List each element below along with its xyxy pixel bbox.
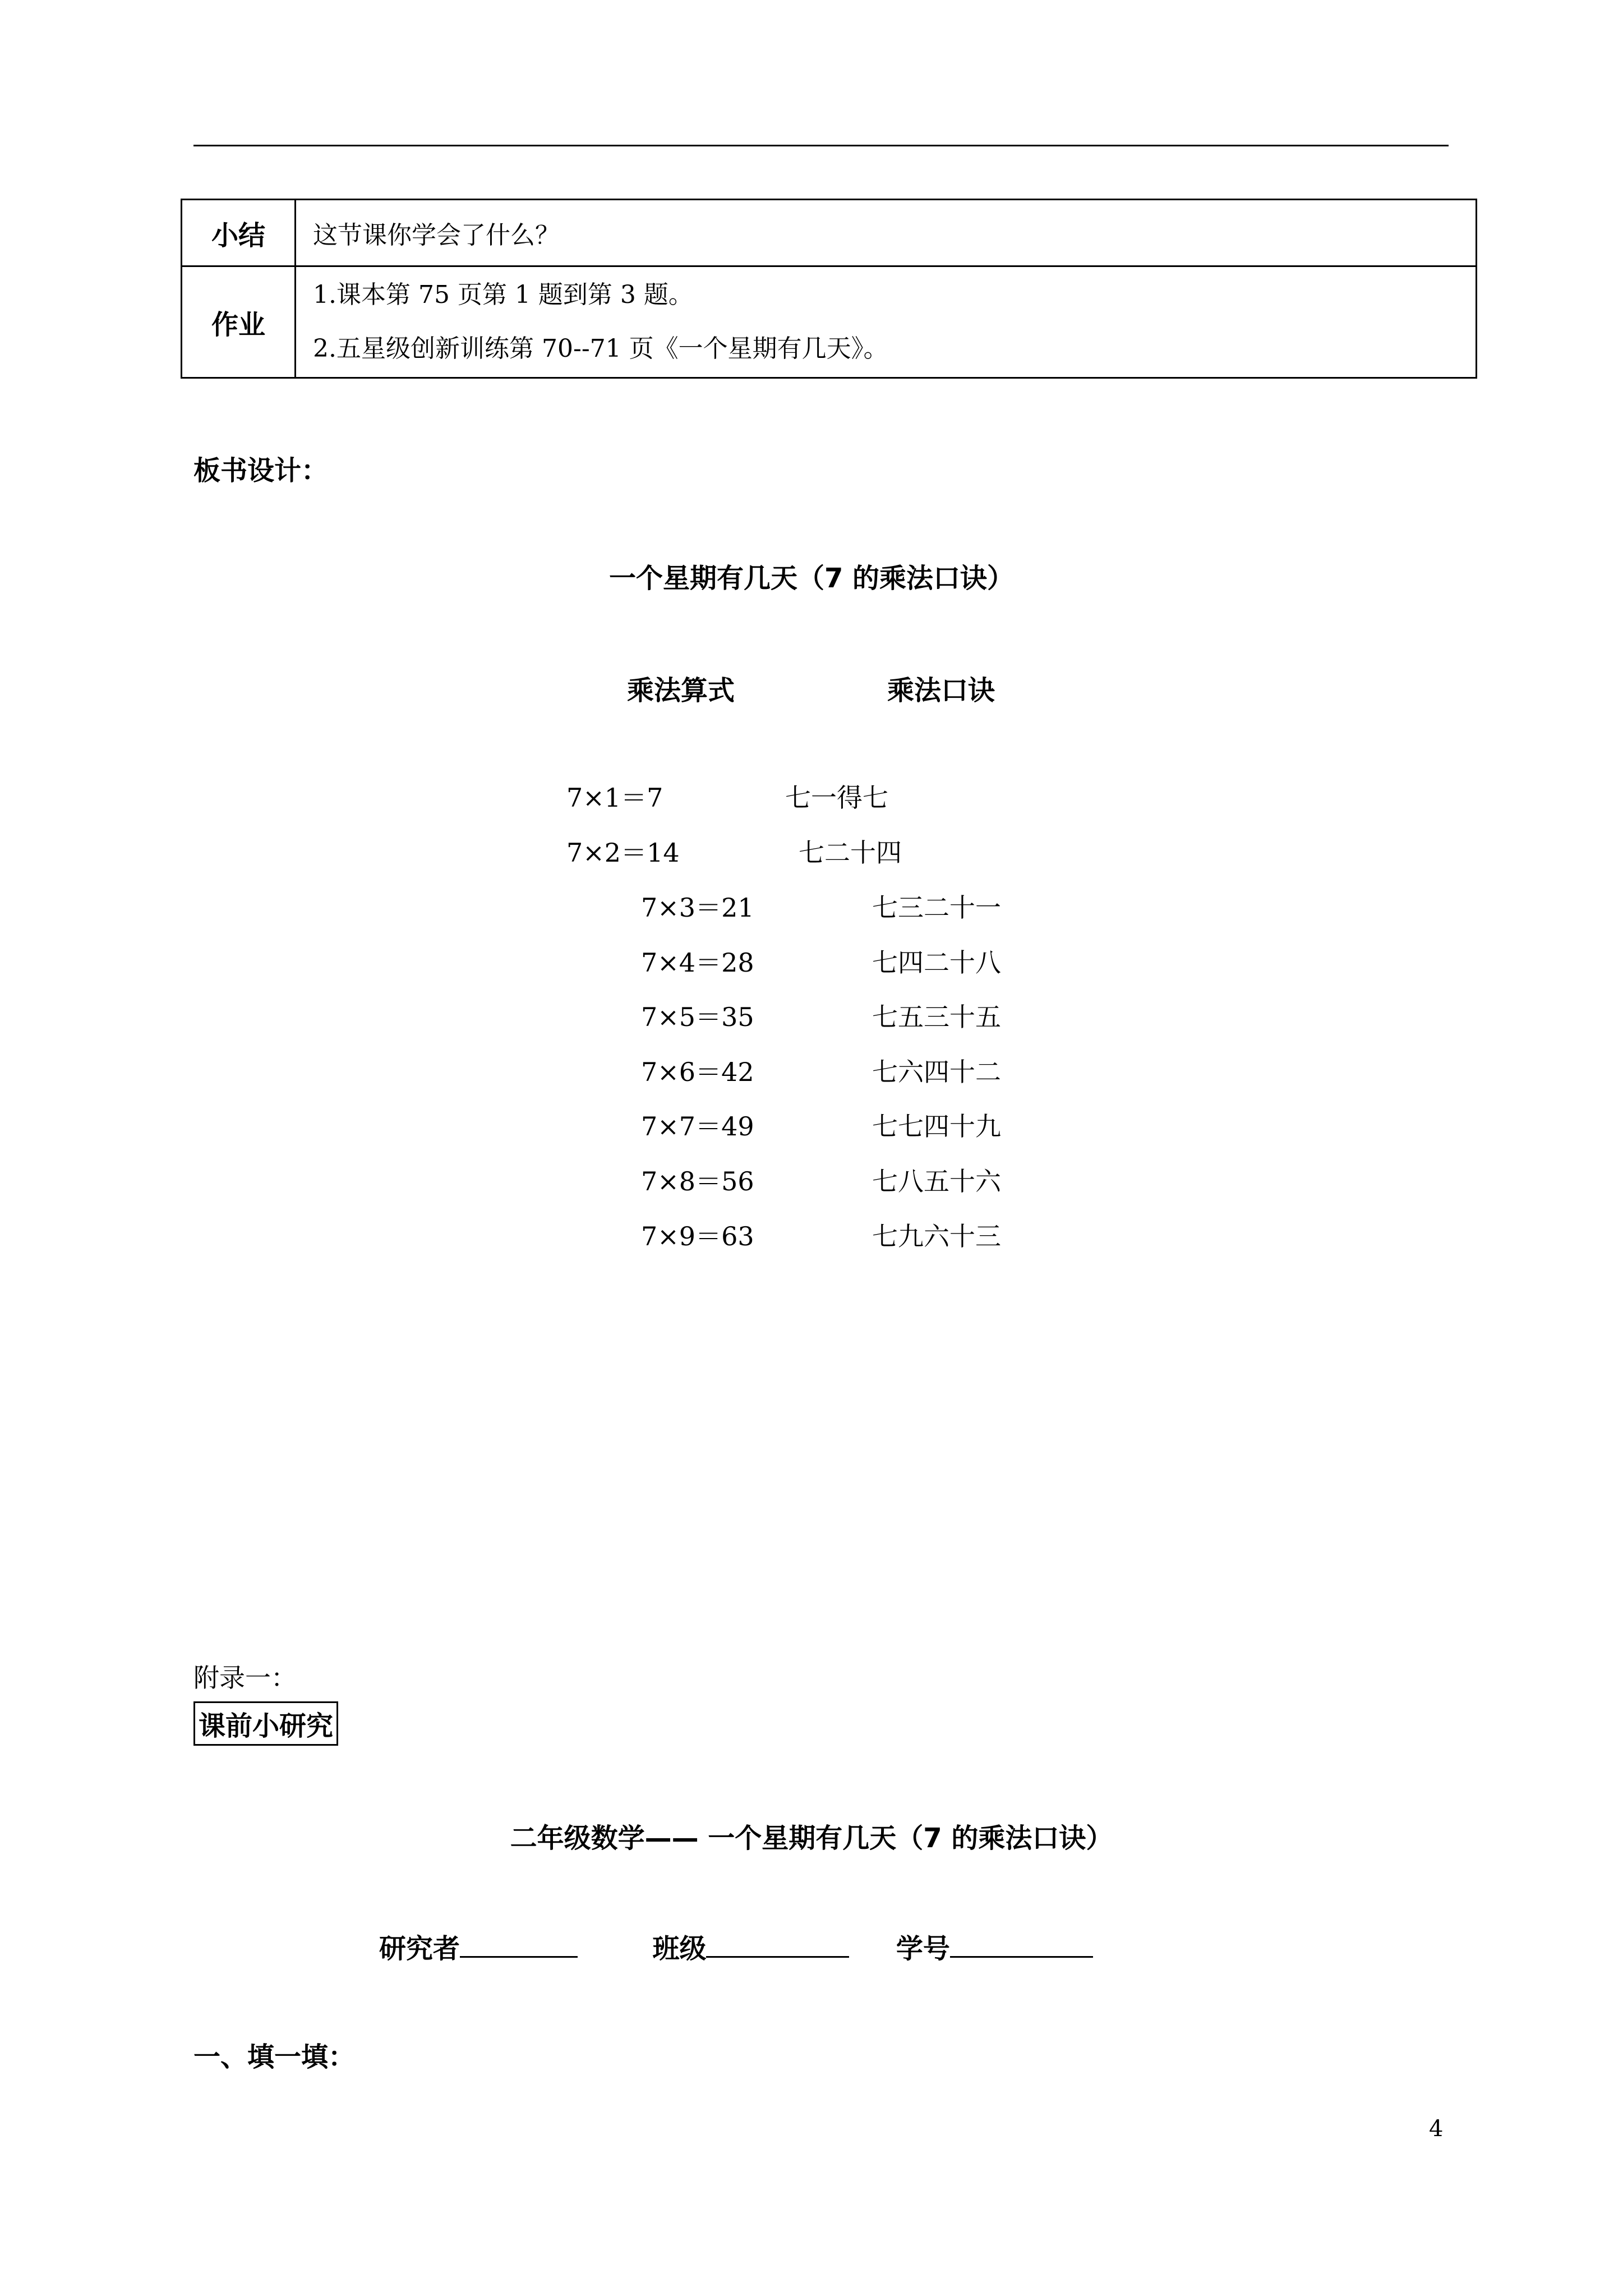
rhyme: 七九六十三	[872, 1221, 1001, 1251]
homework-row	[182, 266, 1477, 378]
formula: 7×2＝14	[566, 838, 680, 868]
class-label: 班级	[652, 1933, 707, 1964]
formula: 7×5＝35	[641, 1002, 754, 1032]
student-no-blank[interactable]	[950, 1956, 1093, 1958]
rhyme: 七二十四	[799, 838, 902, 868]
formula: 7×3＝21	[641, 892, 754, 923]
preview-study-box: 课前小研究	[193, 1701, 338, 1746]
formula: 7×8＝56	[641, 1166, 754, 1197]
formula: 7×4＝28	[641, 947, 754, 978]
board-title: 一个星期有几天（7 的乘法口诀）	[608, 563, 1015, 594]
appendix-label: 附录一：	[193, 1663, 297, 1693]
board-design-label: 板书设计：	[193, 455, 329, 486]
column-header-formula: 乘法算式	[627, 675, 735, 706]
column-header-rhyme: 乘法口诀	[887, 675, 995, 706]
lesson-table	[181, 199, 1477, 379]
rhyme: 七八五十六	[872, 1166, 1001, 1197]
homework-item: 2.五星级创新训练第 70--71 页《一个星期有几天》。	[313, 334, 888, 363]
rhyme: 七四二十八	[872, 947, 1001, 978]
page-number: 4	[1429, 2116, 1444, 2142]
rhyme: 七七四十九	[872, 1111, 1001, 1142]
section-fill-in: 一、填一填：	[193, 2041, 356, 2073]
appendix-title: 二年级数学—— 一个星期有几天（7 的乘法口诀）	[510, 1823, 1113, 1854]
homework-item: 1.课本第 75 页第 1 题到第 3 题。	[313, 280, 693, 309]
student-no-label: 学号	[896, 1933, 950, 1964]
researcher-label: 研究者	[379, 1933, 460, 1964]
rhyme: 七六四十二	[872, 1057, 1001, 1087]
summary-row	[182, 200, 1477, 266]
homework-label: 作业	[182, 266, 296, 378]
summary-label: 小结	[182, 200, 296, 266]
researcher-blank[interactable]	[460, 1956, 578, 1958]
formula: 7×9＝63	[641, 1221, 754, 1251]
rhyme: 七三二十一	[872, 892, 1001, 923]
student-info-line	[379, 1927, 1093, 1966]
formula: 7×1＝7	[566, 783, 663, 813]
formula: 7×7＝49	[641, 1111, 754, 1142]
header-rule	[193, 145, 1449, 146]
class-blank[interactable]	[706, 1956, 849, 1958]
formula: 7×6＝42	[641, 1057, 754, 1087]
rhyme: 七五三十五	[872, 1002, 1001, 1032]
rhyme: 七一得七	[785, 783, 888, 813]
summary-content: 这节课你学会了什么？	[296, 200, 1477, 266]
homework-content	[296, 266, 1477, 378]
